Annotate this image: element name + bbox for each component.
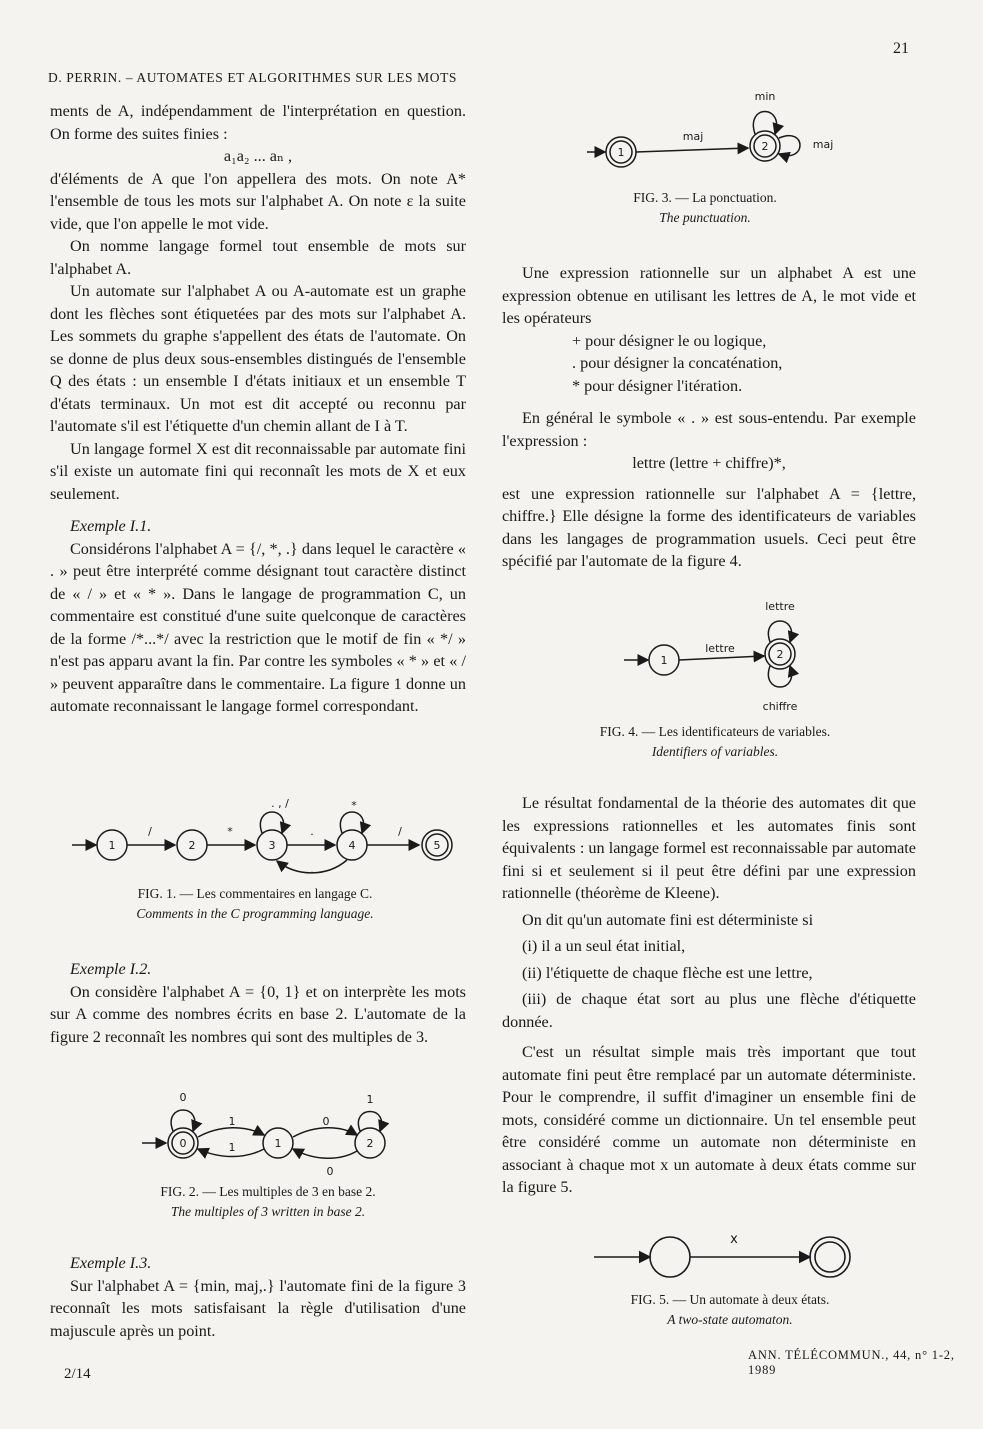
figure-1-diagram [62, 795, 472, 885]
paragraph: est une expression rationnelle sur l'alphabet A = {lettre, chiffre.} Elle désigne la forme des identificateurs de variables dans les langages de programmation usuels. Ceci peut être spécifié par l'automate de la figure 4. [502, 484, 916, 570]
paragraph: En général le symbole « . » est sous-entendu. Par exemple l'expression : [502, 409, 916, 450]
edge-label: 1 [228, 1141, 236, 1154]
state-label: 2 [776, 648, 784, 661]
figure-2-caption [118, 1182, 418, 1222]
paragraph: Un automate sur l'alphabet A ou A-automate est un graphe dont les flèches sont étiquetées par des mots sur l'alphabet A. Les sommets du graphe s'appellent des états de l'automate. On se donne de plus deux sous-ensembles distingués de l'ensemble Q des états : un ensemble I d'états initiaux et un ensemble T d'états terminaux. Un mot est dit accepté ou reconnu par l'automate s'il est l'étiquette d'un chemin allant de I à T. [50, 282, 466, 435]
state-label: 2 [761, 140, 769, 153]
edge-label: maj [682, 130, 704, 143]
edge-label: lettre [765, 600, 795, 613]
edge-label: * [227, 825, 233, 838]
left-column-example-2 [50, 958, 466, 1048]
caption-fr: FIG. 5. — Un automate à deux états. [630, 1292, 830, 1307]
operator-line: . pour désigner la concaténation, [572, 354, 783, 372]
paragraph: Considérons l'alphabet A = {/, *, .} dans lequel le caractère « . » peut être interprété comme désignant tout caractère distinct de « / » et « * ». Dans le langage de programmation C, un commentaire est constitué d'une suite quelconque de caractères de la forme /*...*/ avec la restriction que le motif de fin « */ » n'est pas apparu avant la fin. Par contre les symboles « * » et « / » peuvent apparaître dans le commentaire. La figure 1 donne un automate reconnaissant le langage formel correspondant. [50, 539, 466, 715]
paragraph: d'éléments de A que l'on appellera des mots. On note A* l'ensemble de tous les mots sur l'alphabet A. On note ε la suite vide, que l'on appelle le mot vide. [50, 169, 466, 233]
state-label: 2 [188, 839, 196, 852]
example-title: Exemple I.1. [70, 517, 152, 535]
state-initial [650, 1237, 690, 1277]
paragraph: On nomme langage formel tout ensemble de mots sur l'alphabet A. [50, 237, 466, 278]
figure-4-diagram [620, 596, 850, 716]
figure-1-caption [100, 884, 410, 924]
paragraph: ments de A, indépendamment de l'interprétation en question. On forme des suites finies : [50, 102, 466, 143]
edge-label: / [398, 825, 402, 838]
caption-en: A two-state automaton. [667, 1312, 793, 1327]
figure-3-caption [560, 188, 850, 228]
paragraph: Une expression rationnelle sur un alphabet A est une expression obtenue en utilisant les lettres de A, le mot vide et les opérateurs [502, 264, 916, 327]
footer-page-code: 2/14 [64, 1366, 91, 1382]
footer-journal: ANN. TÉLÉCOMMUN., 44, n° 1-2, 1989 [748, 1348, 955, 1377]
state-label: 0 [179, 1137, 187, 1150]
state-label: 2 [366, 1137, 374, 1150]
state-label: 5 [433, 839, 441, 852]
caption-fr: FIG. 4. — Les identificateurs de variables. [599, 724, 831, 739]
example-title: Exemple I.3. [70, 1254, 152, 1272]
list-item: (i) il a un seul état initial, [522, 937, 686, 955]
edge-label: 0 [322, 1115, 330, 1128]
example-title: Exemple I.2. [70, 960, 152, 978]
caption-en: Comments in the C programming language. [136, 906, 374, 921]
left-column-example-3 [50, 1252, 466, 1342]
figure-5-caption [580, 1290, 880, 1330]
figure-4-caption [560, 722, 870, 762]
right-column-top [502, 262, 916, 573]
list-item: (ii) l'étiquette de chaque flèche est une lettre, [522, 963, 813, 982]
edge-label: * [351, 799, 357, 812]
figure-2-diagram [140, 1085, 400, 1180]
edge-label: x [730, 1232, 738, 1247]
figure-5-diagram [590, 1225, 870, 1285]
edge-label: chiffre [762, 700, 798, 713]
state-label: 1 [660, 654, 668, 667]
edge-label: . [310, 863, 314, 876]
operator-line: * pour désigner l'itération. [572, 376, 743, 395]
edge-label: 1 [366, 1093, 374, 1106]
list-item: (iii) de chaque état sort au plus une flèche d'étiquette donnée. [502, 990, 916, 1031]
caption-fr: FIG. 1. — Les commentaires en langage C. [137, 886, 373, 901]
edge-label: min [754, 90, 776, 103]
state-label: 1 [108, 839, 116, 852]
running-header: D. PERRIN. – AUTOMATES ET ALGORITHMES SUR LES MOTS [48, 70, 458, 85]
state-label: 1 [617, 146, 625, 159]
edge-label: maj [812, 138, 834, 151]
left-column-top [50, 100, 466, 718]
page-number: 21 [893, 40, 909, 57]
state-label: 1 [274, 1137, 282, 1150]
paragraph: Un langage formel X est dit reconnaissable par automate fini s'il existe un automate fini qui reconnaît les mots de X et eux seulement. [50, 439, 466, 503]
edge-label: . [310, 825, 314, 838]
operator-line: + pour désigner le ou logique, [572, 331, 767, 350]
paragraph: On dit qu'un automate fini est déterministe si [522, 910, 814, 929]
right-column-bottom [502, 792, 916, 1199]
paragraph: On considère l'alphabet A = {0, 1} et on interprète les mots sur A comme des nombres écrits en base 2. L'automate de la figure 2 reconnaît les nombres qui sont des multiples de 3. [50, 982, 466, 1046]
edge-label: 0 [326, 1165, 334, 1178]
edge-label: lettre [705, 642, 735, 655]
caption-en: Identifiers of variables. [651, 744, 779, 759]
formula: lettre (lettre + chiffre)*, [632, 454, 786, 472]
state-label: 4 [348, 839, 356, 852]
caption-fr: FIG. 2. — Les multiples de 3 en base 2. [160, 1184, 376, 1199]
caption-en: The punctuation. [659, 210, 751, 225]
state-label: 3 [268, 839, 276, 852]
paragraph: Sur l'alphabet A = {min, maj,.} l'automate fini de la figure 3 reconnaît les mots satisfaisant la règle d'utilisation d'une majuscule après un point. [50, 1276, 466, 1340]
edge-label: 1 [228, 1115, 236, 1128]
caption-en: The multiples of 3 written in base 2. [170, 1204, 366, 1219]
edge-label: . , / [271, 797, 289, 810]
paragraph: Le résultat fondamental de la théorie des automates dit que les expressions rationnelles et les automates finis sont équivalents : un langage formel est reconnaissable par automate fini si et seulement si il peut être défini par une expression rationnelle (théorème de Kleene). [502, 794, 916, 902]
caption-fr: FIG. 3. — La ponctuation. [633, 190, 777, 205]
paragraph: C'est un résultat simple mais très important que tout automate fini peut être remplacé par un automate déterministe. Pour le comprendre, il suffit d'imaginer un ensemble fini de mots, considéré comme un dictionnaire. Un tel ensemble peut être considéré comme un automate non déterministe en associant à chaque mot x un automate à deux états comme sur la figure 5. [502, 1043, 916, 1196]
figure-3-diagram [585, 86, 855, 176]
state-final [810, 1237, 850, 1277]
formula: a₁a₂ ... aₙ , [223, 147, 293, 165]
edge-label: 0 [179, 1091, 187, 1104]
edge-label: / [148, 825, 152, 838]
